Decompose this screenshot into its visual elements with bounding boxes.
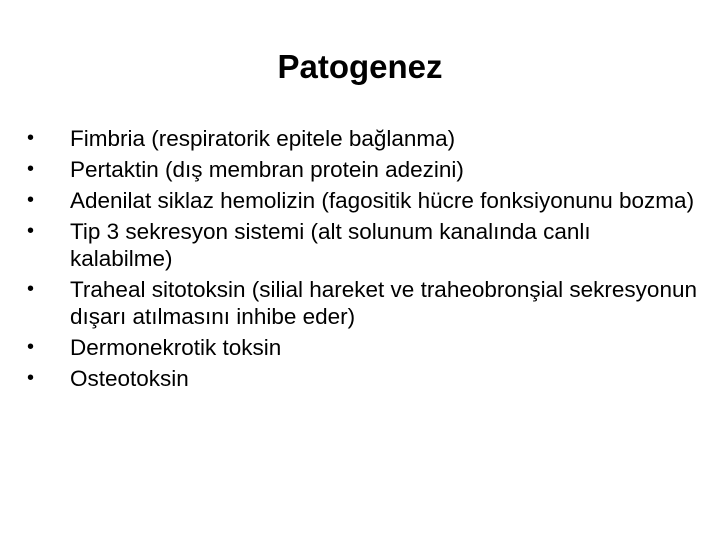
- bullet-dot-icon: •: [27, 336, 35, 358]
- bullet-list: [27, 125, 697, 396]
- bullet-dot-icon: •: [27, 158, 35, 180]
- bullet-item-pertaktin: [27, 156, 697, 183]
- bullet-dot-icon: •: [27, 220, 35, 242]
- bullet-text: Traheal sitotoksin (silial hareket ve traheobronşial sekresyonun dışarı atılmasını inhibe eder): [70, 277, 697, 329]
- bullet-item-tip3-sekresyon: [27, 218, 697, 272]
- bullet-item-dermonekrotik: [27, 334, 697, 361]
- bullet-item-adenilat-siklaz: [27, 187, 697, 214]
- bullet-item-traheal-sitotoksin: [27, 276, 697, 330]
- bullet-text: Osteotoksin: [70, 366, 189, 391]
- bullet-item-osteotoksin: [27, 365, 697, 392]
- slide-title: Patogenez: [277, 48, 443, 85]
- bullet-text: Fimbria (respiratorik epitele bağlanma): [70, 126, 456, 151]
- bullet-text: Pertaktin (dış membran protein adezini): [70, 157, 464, 182]
- bullet-text: Adenilat siklaz hemolizin (fagositik hücre fonksiyonunu bozma): [70, 188, 695, 213]
- bullet-text: Tip 3 sekresyon sistemi (alt solunum kanalında canlı kalabilme): [70, 219, 591, 271]
- bullet-dot-icon: •: [27, 127, 35, 149]
- bullet-dot-icon: •: [27, 278, 35, 300]
- bullet-dot-icon: •: [27, 367, 35, 389]
- bullet-text: Dermonekrotik toksin: [70, 335, 282, 360]
- bullet-dot-icon: •: [27, 189, 35, 211]
- bullet-item-fimbria: [27, 125, 697, 152]
